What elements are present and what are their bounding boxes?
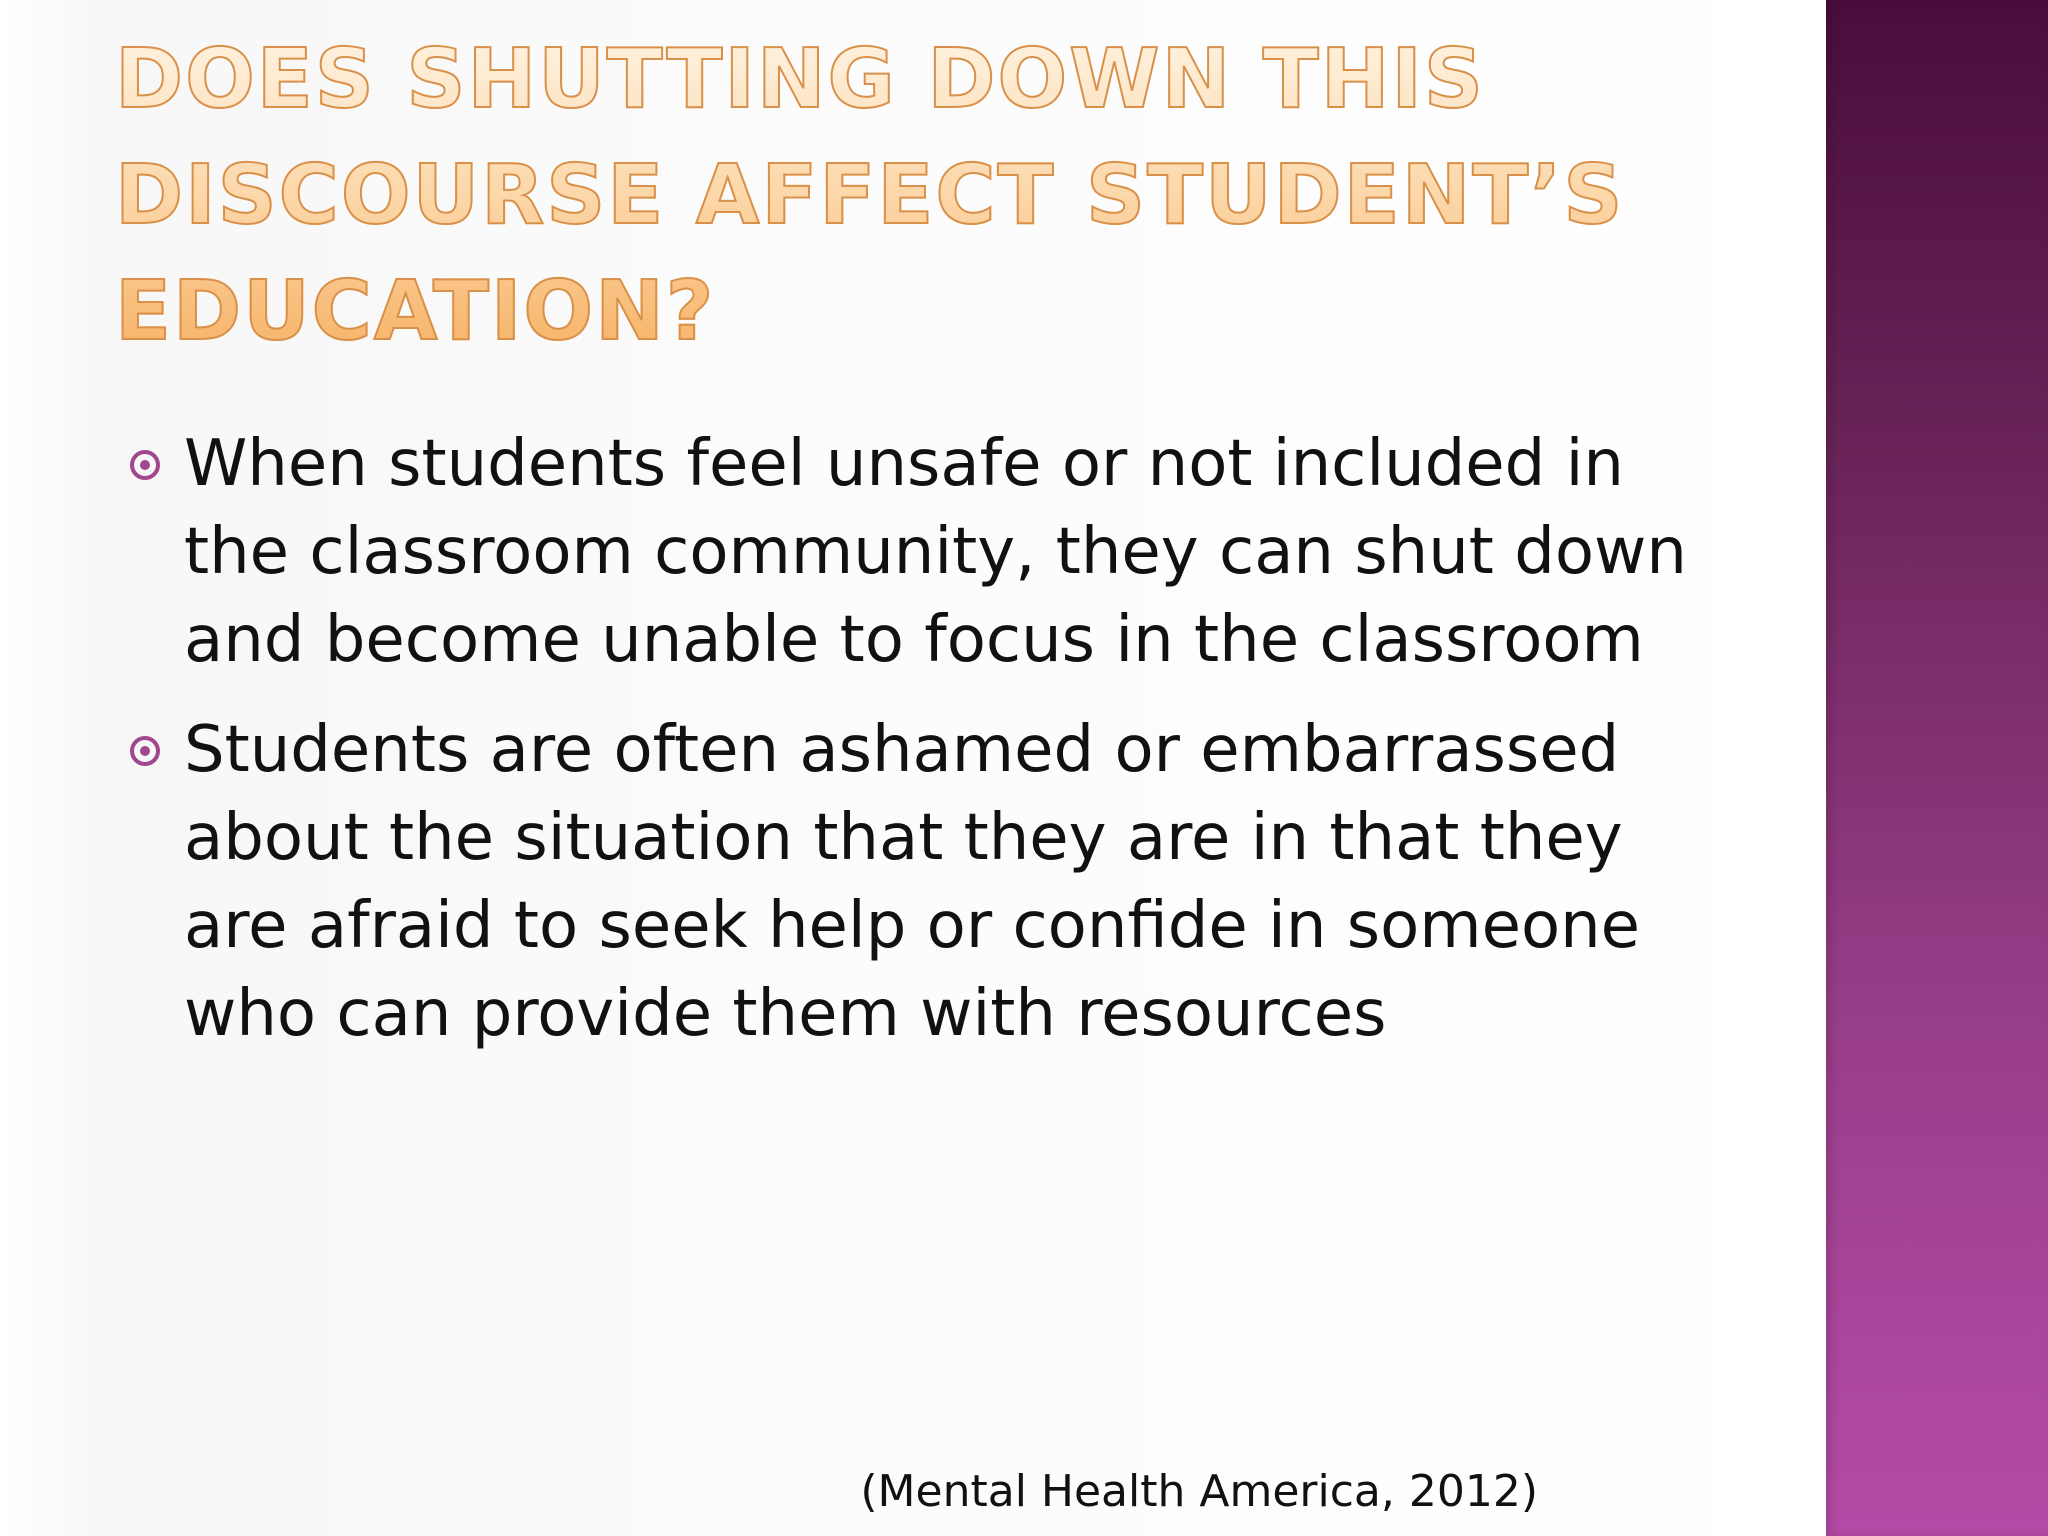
bullet-text: When students feel unsafe or not included in the classroom community, they can shut down and become unable to focus in the classroom [184, 427, 1687, 677]
citation: (Mental Health America, 2012) [860, 1466, 1538, 1517]
decorative-side-band [1826, 0, 2048, 1536]
target-circle-icon [130, 450, 160, 480]
bullet-item [130, 706, 1710, 1058]
slide-title: DOES SHUTTING DOWN THIS DISCOURSE AFFECT STUDENT’S EDUCATION? [115, 22, 1765, 370]
target-circle-icon [130, 736, 160, 766]
bullet-text: Students are often ashamed or embarrassed about the situation that they are in that they are afraid to seek help or confide in someone who can provide them with resources [184, 713, 1641, 1051]
bullet-list [130, 420, 1710, 1080]
bullet-item [130, 420, 1710, 684]
